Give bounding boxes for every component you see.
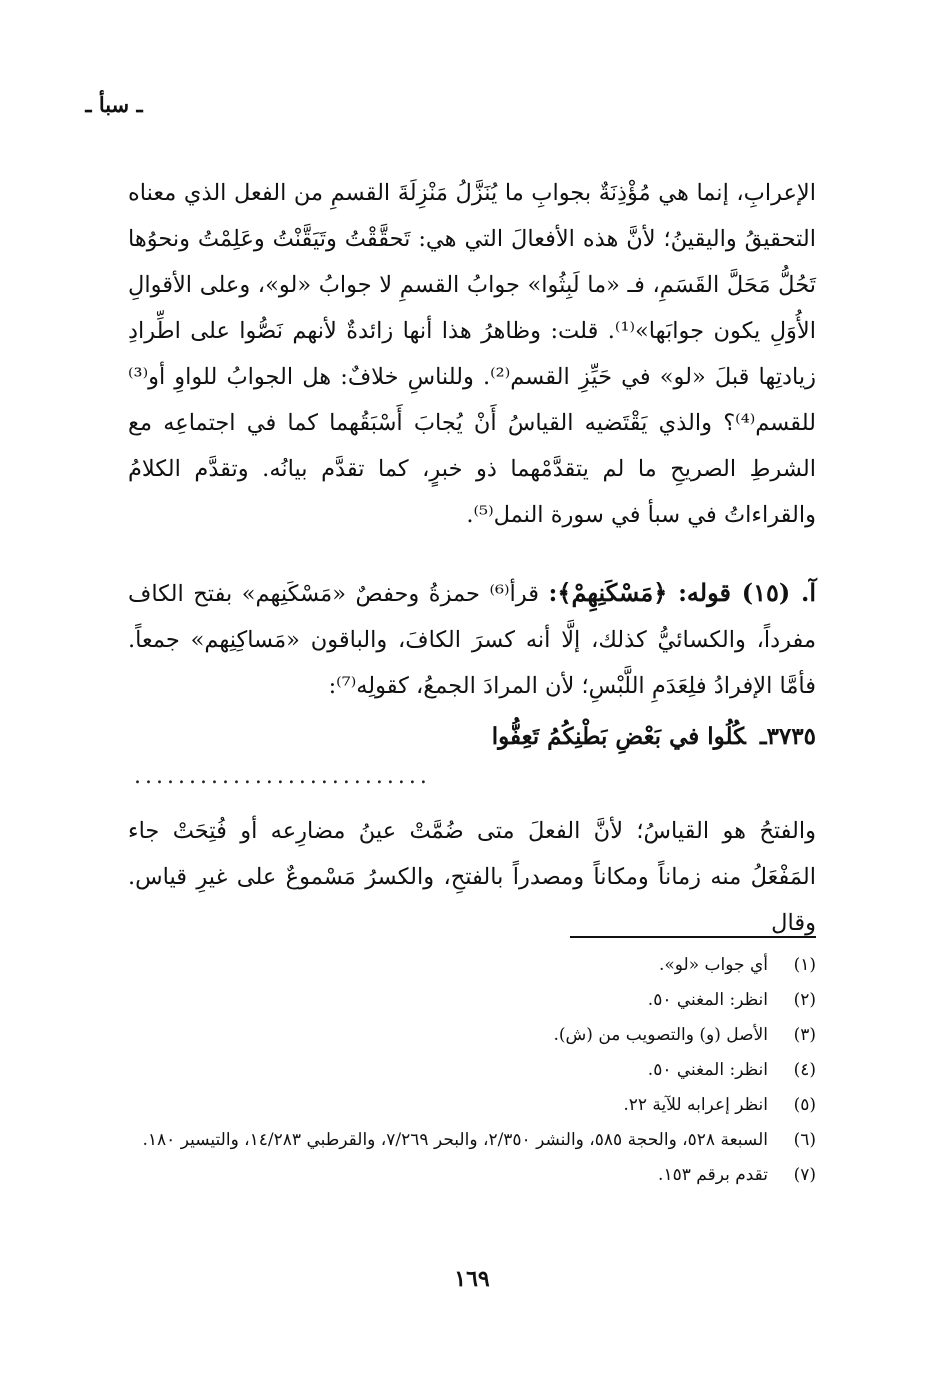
footnote-text: أي جواب «لو». (658, 955, 768, 975)
footnotes-list (116, 948, 816, 1193)
footnote-item (116, 1158, 816, 1193)
footnote-text: انظر إعرابه للآية ٢٢. (623, 1095, 768, 1115)
footnote-item (116, 1053, 816, 1088)
footnote-item (116, 1018, 816, 1053)
verse-text: كُلُوا في بَعْضِ بَطْنِكُمُ تَعِفُّوا (491, 723, 746, 750)
body-paragraph-2 (128, 570, 816, 709)
footnote-number: (٥) (793, 1095, 816, 1115)
footnote-text: تقدم برقم ١٥٣. (658, 1165, 768, 1185)
body-paragraph-3: والفتحُ هو القياسُ؛ لأنَّ الفعلَ متى ضُمَّتْ عينُ مضارِعه أو فُتِحَتْ جاء المَفْعَلُ منه زماناً ومكاناً ومصدراً بالفتحِ، والكسرُ مَسْموعٌ على غيرِ قياس. وقال (128, 818, 816, 936)
footnote-text: السبعة ٥٢٨، والحجة ٥٨٥، والنشر ٢/٣٥٠، والبحر ٧/٢٦٩، والقرطبي ١٤/٢٨٣، والتيسير ١٨٠. (142, 1130, 768, 1150)
verse-heading: آ. (١٥) قوله: ﴿مَسْكَنِهِمْ﴾: (548, 578, 817, 607)
footnote-text: انظر: المغني ٥٠. (647, 1060, 768, 1080)
footnote-number: (٧) (793, 1165, 816, 1185)
body-paragraph-2-text: قرأ⁽⁶⁾ حمزةُ وحفصٌ «مَسْكَنِهم» بفتح الكاف مفرداً، والكسائيُّ كذلك، إلَّا أنه كسرَ الكافَ، والباقون «مَساكِنِهم» جمعاً. فأمَّا الإفرادُ فلِعَدَمِ اللَّبْسِ؛ لأن المرادَ الجمعُ، كقولِه⁽⁷⁾: (128, 581, 816, 699)
running-header: ـ سبأ ـ (85, 92, 143, 117)
body-paragraph-1: الإعرابِ، إنما هي مُؤْذِنَةٌ بجوابِ ما يُنَزَّلُ مَنْزِلَةَ القسمِ من الفعل الذي معناه التحقيقُ واليقينُ؛ لأنَّ هذه الأفعالَ التي هي: تَحقَّقْتُ وتَيَقَّنْتُ وعَلِمْتُ ونحوُها تَحُلُّ مَحَلَّ القَسَمِ، فـ «ما لَبِثُوا» جوابُ القسمِ لا جوابُ «لو»، وعلى الأقوالِ الأُوَلِ يكون جوابَها»⁽¹⁾. قلت: وظاهرُ هذا أنها زائدةٌ لأنهم نَصُّوا على اطِّرادِ زيادتِها قبلَ «لو» في حَيِّزِ القسم⁽²⁾. وللناسِ خلافٌ: هل الجوابُ للواوِ أو⁽³⁾ للقسم⁽⁴⁾؟ والذي يَقْتَضيه القياسُ أَنْ يُجابَ أَسْبَقُهما كما في اجتماعِه مع الشرطِ الصريحِ ما لم يتقدَّمْهما ذو خبرٍ، كما تقدَّم بيانُه. وتقدَّم الكلامُ والقراءاتُ في سبأ في سورة النمل⁽⁵⁾. (128, 180, 816, 528)
footnote-text: انظر: المغني ٥٠. (647, 990, 768, 1010)
page-number: ١٦٩ (454, 1266, 490, 1292)
footnote-text: الأصل (و) والتصويب من (ش). (553, 1025, 768, 1045)
footnote-item (116, 948, 816, 983)
footnote-item (116, 1123, 816, 1158)
footnote-number: (٢) (793, 990, 816, 1010)
footnote-item (116, 1088, 816, 1123)
footnote-item (116, 983, 816, 1018)
footnote-number: (٦) (793, 1130, 816, 1150)
poetry-verse (128, 714, 816, 760)
verse-ellipsis: ........................... (134, 764, 431, 789)
footnote-number: (٣) (793, 1025, 816, 1045)
verse-number: ٣٧٣٥ـ (759, 723, 816, 750)
footnote-number: (١) (793, 955, 816, 975)
footnote-divider (570, 936, 816, 938)
footnote-number: (٤) (793, 1060, 816, 1080)
